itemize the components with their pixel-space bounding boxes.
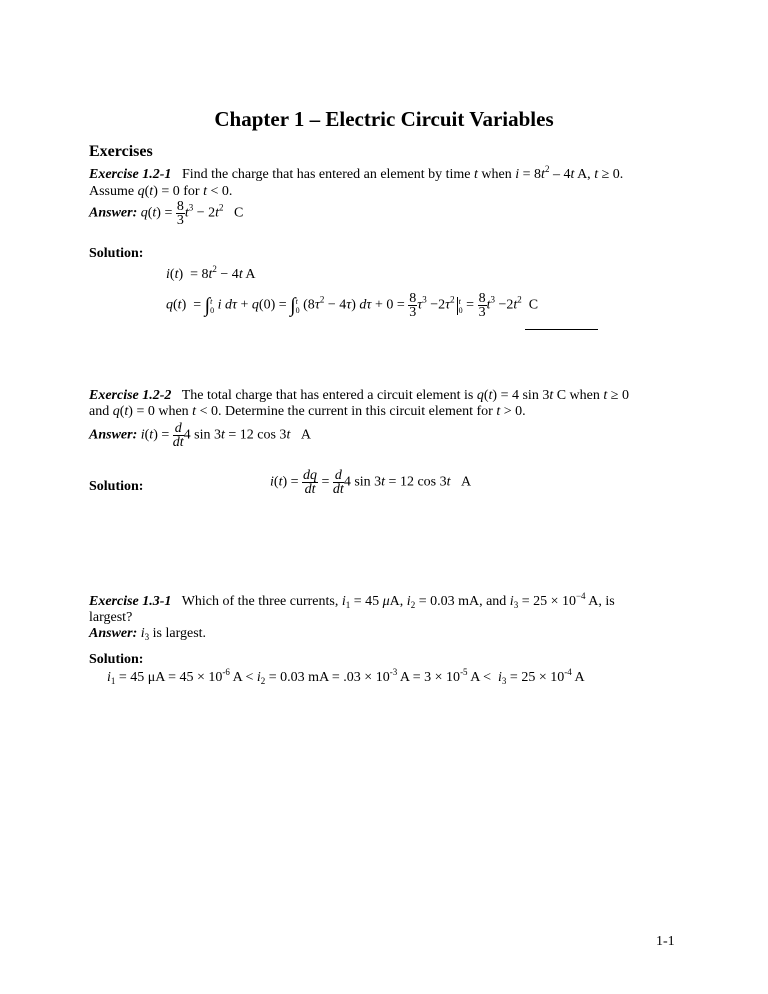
exercise-1-3-1-answer: Answer: $i_3$ is largest. — [89, 626, 207, 642]
page-number: 1-1 — [656, 934, 675, 949]
equation-charge: q(t) = ∫ t 0 i dτ + q(0) = ∫ t 0 $(8\tau^2 - 4\tau) d\tau + 0$ = $\frac{8}{3}$ $\tau^3 -2\tau^2$ t 0 = $\frac{8}{3}$ $t^3 -2t^2$ C — [166, 291, 539, 320]
exercise-1-2-1-question: Exercise 1.2-1 Find the charge that has entered an element by time t when $i = 8t^2 - 4t$ A, t ≥ 0. — [89, 164, 624, 182]
exercise-label: Exercise 1.2-2 — [89, 388, 172, 403]
exercise-label: Exercise 1.2-1 — [89, 167, 172, 182]
equation-comparison: $i_1 = 45$ $\mu A = 45 \times 10^{-6}$ $A < i_2 = 0.03$ mA = $.03 \times 10^{-3}$ $A = 3 \times 10^{-5}$ $A < i_3 = 25 \times 10^{-4}$ A — [107, 667, 585, 686]
exercise-1-2-2-answer: Answer: i(t) = $\frac{d}{dt}$ 4 sin 3t = 12 cos 3t A — [89, 421, 311, 450]
result-underline — [525, 329, 598, 330]
exercise-1-2-1-answer: Answer: q(t) = $\frac{8}{3}$ $t^3 - 2t^2$ C — [89, 199, 244, 228]
solution-label: Solution: — [89, 246, 144, 261]
exercise-1-3-1-question: Exercise 1.3-1 Which of the three currents, $i_1 = 45$ μA, $i_2 = 0.03$ mA, and $i_3 = 25 \times 10^{-4}$ A, is — [89, 591, 615, 610]
solution-label: Solution: — [89, 479, 144, 494]
equation-derivative: i(t) = $\frac{dq}{dt}$ = $\frac{d}{dt}$ 4 sin 3t = 12 cos 3t A — [270, 468, 472, 497]
exercise-1-2-2-question: Exercise 1.2-2 The total charge that has entered a circuit element is q(t) = 4 sin 3t C when t ≥ 0 — [89, 388, 629, 403]
exercise-label: Exercise 1.3-1 — [89, 594, 172, 609]
solution-label: Solution: — [89, 652, 144, 667]
equation-current: $i(t) = 8t^2 - 4t$ A — [166, 264, 256, 282]
chapter-title: Chapter 1 – Electric Circuit Variables — [214, 107, 554, 131]
section-heading: Exercises — [89, 143, 153, 160]
